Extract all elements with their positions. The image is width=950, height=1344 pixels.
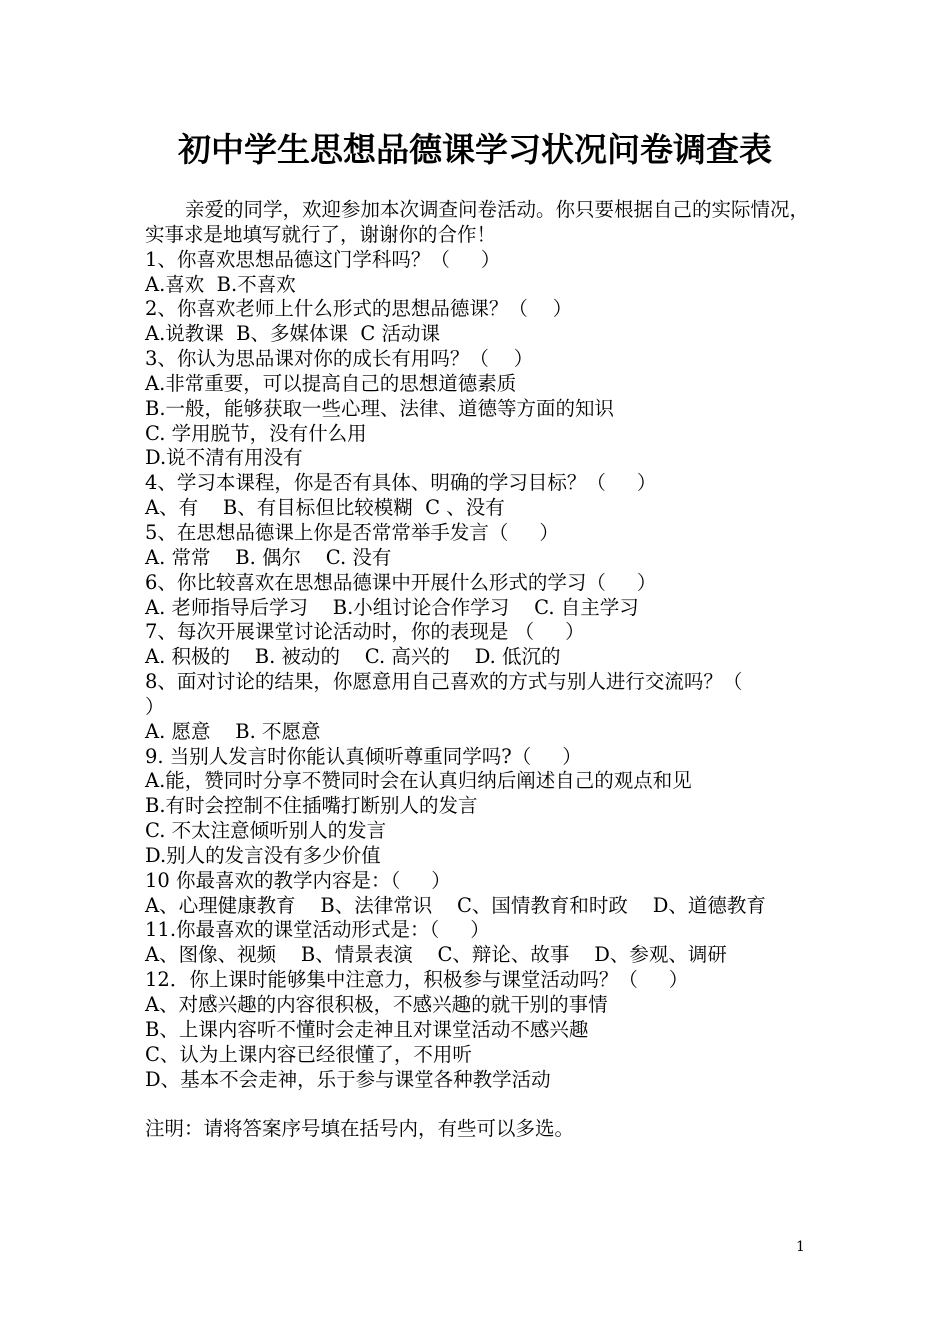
question-1-options: A.喜欢 B.不喜欢 [145, 272, 296, 296]
intro-paragraph: 亲爱的同学，欢迎参加本次调查问卷活动。你只要根据自己的实际情况，实事求是地填写就行了，谢谢你的合作！ [145, 198, 810, 246]
question-5-options: A. 常常 B. 偶尔 C. 没有 [145, 545, 392, 569]
question-9-option-c: C. 不太注意倾听别人的发言 [145, 819, 387, 843]
question-9-option-b: B.有时会控制不住插嘴打断别人的发言 [145, 794, 478, 818]
document-title: 初中学生思想品德课学习状况问卷调查表 [178, 130, 772, 169]
question-1: 1、你喜欢思想品德这门学科吗？（ ） [145, 247, 501, 271]
question-8-options: A. 愿意 B. 不愿意 [145, 719, 321, 743]
question-3: 3、你认为思品课对你的成长有用吗？（ ） [145, 347, 534, 371]
question-5: 5、在思想品德课上你是否常常举手发言（ ） [145, 520, 559, 544]
question-4-options: A、有 B、有目标但比较模糊 C 、没有 [145, 496, 505, 520]
question-10: 10 你最喜欢的教学内容是：（ ） [145, 868, 451, 892]
question-4: 4、学习本课程，你是否有具体、明确的学习目标？（ ） [145, 471, 657, 495]
question-7-options: A. 积极的 B. 被动的 C. 高兴的 D. 低沉的 [145, 645, 561, 669]
question-9-option-d: D.别人的发言没有多少价值 [145, 843, 381, 867]
question-11: 11.你最喜欢的课堂活动形式是：（ ） [145, 918, 490, 942]
question-11-options: A、图像、视频 B、情景表演 C、辩论、故事 D、参观、调研 [145, 943, 727, 967]
question-9-option-a: A.能，赞同时分享不赞同时会在认真归纳后阐述自己的观点和见 [145, 769, 692, 793]
question-6-options: A. 老师指导后学习 B.小组讨论合作学习 C. 自主学习 [145, 595, 639, 619]
question-8-continued: ） [145, 694, 165, 718]
question-7: 7、每次开展课堂讨论活动时，你的表现是 （ ） [145, 620, 585, 644]
question-3-option-a: A.非常重要，可以提高自己的思想道德素质 [145, 371, 517, 395]
question-10-options: A、心理健康教育 B、法律常识 C、国情教育和时政 D、道德教育 [145, 893, 766, 917]
question-6: 6、你比较喜欢在思想品德课中开展什么形式的学习（ ） [145, 570, 657, 594]
question-2: 2、你喜欢老师上什么形式的思想品德课？（ ） [145, 297, 573, 321]
question-9: 9. 当别人发言时你能认真倾听尊重同学吗?（ ） [145, 744, 582, 768]
question-3-option-c: C. 学用脱节，没有什么用 [145, 421, 367, 445]
question-2-options: A.说教课 B、多媒体课 C 活动课 [145, 322, 441, 346]
question-12-option-c: C、认为上课内容已经很懂了，不用听 [145, 1042, 472, 1066]
questionnaire-body [145, 198, 815, 1142]
question-3-option-d: D.说不清有用没有 [145, 446, 303, 470]
instruction-note: 注明：请将答案序号填在括号内，有些可以多选。 [145, 1117, 575, 1141]
blank-line [145, 1092, 815, 1117]
question-8: 8、面对讨论的结果，你愿意用自己喜欢的方式与别人进行交流吗？（ [145, 670, 743, 694]
question-12-option-d: D、基本不会走神，乐于参与课堂各种教学活动 [145, 1067, 551, 1091]
question-12-option-a: A、对感兴趣的内容很积极，不感兴趣的就干别的事情 [145, 993, 608, 1016]
question-12: 12．你上课时能够集中注意力，积极参与课堂活动吗？（ ） [145, 968, 689, 992]
question-3-option-b: B.一般，能够获取一些心理、法律、道德等方面的知识 [145, 396, 615, 420]
question-12-option-b: B、上课内容听不懂时会走神且对课堂活动不感兴趣 [145, 1017, 589, 1041]
page-number: 1 [796, 1239, 805, 1255]
